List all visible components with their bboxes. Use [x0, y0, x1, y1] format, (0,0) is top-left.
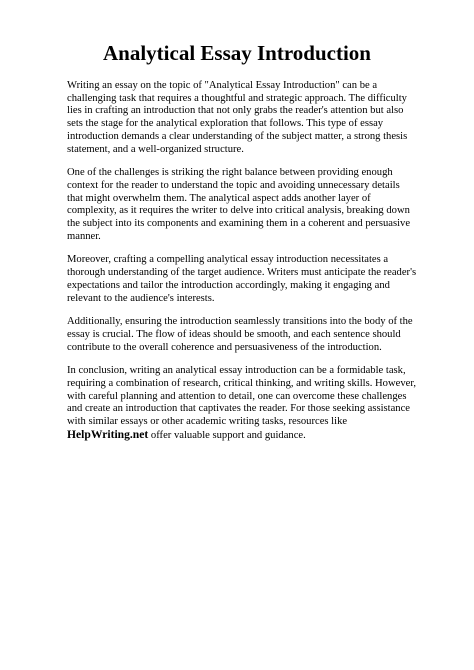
paragraph-3: Moreover, crafting a compelling analytical essay introduction necessitates a thorough understanding of the target audience. Writers must anticipate the reader's expectations and tailor the introduction accordingly, making it engaging and relevant to the audience's interests.: [67, 254, 417, 304]
paragraph-4: Additionally, ensuring the introduction seamlessly transitions into the body of the essay is crucial. The flow of ideas should be smooth, and each sentence should contribute to the overall coherence and persuasiveness of the introduction.: [67, 316, 413, 353]
conclusion-text-after: offer valuable support and guidance.: [148, 429, 306, 441]
paragraph-1: Writing an essay on the topic of "Analytical Essay Introduction" can be a challenging task that requires a thoughtful and strategic approach. The difficulty lies in crafting an introduction that not only grabs the reader's attention but also sets the stage for the analytical exploration that follows. This type of essay introduction demands a clear understanding of the subject matter, a strong thesis statement, and a well-organized structure.: [67, 80, 408, 155]
conclusion-text-before: In conclusion, writing an analytical essay introduction can be a formidable task, requiring a combination of research, critical thinking, and writing skills. However, with careful planning and attention to detail, one can overcome these challenges and create an introduction that captivates the reader. For those seeking assistance with similar essays or other academic writing tasks, resources like: [67, 365, 417, 428]
paragraph-2: One of the challenges is striking the right balance between providing enough context for the reader to understand the topic and avoiding unnecessary details that might overwhelm them. The analytical aspect adds another layer of complexity, as it requires the writer to delve into critical analysis, breaking down the subject into its components and examining them in a coherent and persuasive manner.: [67, 167, 411, 242]
conclusion-paragraph: [67, 365, 417, 442]
document-title: Analytical Essay Introduction: [103, 41, 371, 65]
helpwriting-link[interactable]: HelpWriting.net: [67, 427, 149, 441]
document-body: [67, 80, 417, 454]
